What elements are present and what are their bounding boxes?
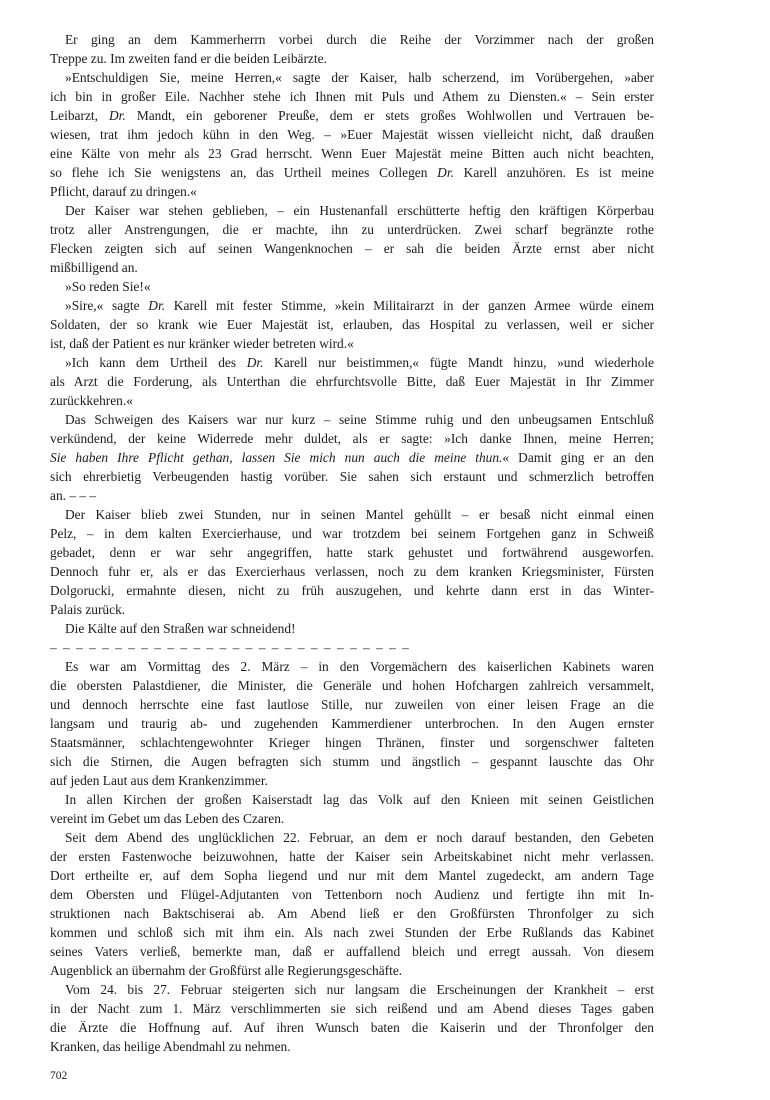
italic-text-run: Dr. [437, 165, 454, 180]
text-line [50, 372, 654, 391]
text-run: »Ich kann dem Urtheil des [65, 355, 247, 370]
text-line [50, 68, 654, 87]
italic-text-run: Sie haben Ihre Pflicht gethan, lassen Sie mich nun auch die meine thun. [50, 450, 503, 465]
text-line [50, 467, 654, 486]
italic-text-run: Dr. [246, 355, 264, 370]
text-line [50, 733, 654, 752]
text-line [50, 847, 654, 866]
text-line [50, 942, 654, 961]
text-run: Treppe zu. Im zweiten fand er die beiden Leibärzte. [50, 51, 327, 66]
text-run: verkündend, der keine Widerrede mehr duldet, als er sagte: »Ich danke Ihnen, meine Herren; [50, 431, 654, 446]
text-run: Er ging an dem Kammerherrn vorbei durch die Reihe der Vorzimmer nach der großen [65, 32, 654, 47]
text-line [50, 828, 654, 847]
text-line [50, 1037, 654, 1056]
text-run: Vom 24. bis 27. Februar steigerten sich nur langsam die Erscheinungen der Krankheit – erst [65, 982, 654, 997]
text-run: Pelz, – in dem kalten Exercierhause, und war trotzdem bei seinem Fortgehen ganz in Schweiß [50, 526, 654, 541]
text-run: gebadet, denn er war sehr angegriffen, hatte stark gehustet und fortwährend ausgeworfen. [50, 545, 654, 560]
text-line [50, 106, 654, 125]
text-line [50, 695, 654, 714]
text-line [50, 581, 654, 600]
dashed-separator: – – – – – – – – – – – – – – – – – – – – – – – – – – – – [50, 640, 411, 655]
text-line [50, 315, 654, 334]
page-number: 702 [50, 1070, 68, 1082]
text-line [50, 201, 654, 220]
text-run: sich ehrerbietig Verbeugenden hastig vorüber. Sie sahen sich erstaunt und schmerzlich betroffen [50, 469, 654, 484]
text-line [50, 562, 654, 581]
text-run: Der Kaiser blieb zwei Stunden, nur in seinen Mantel gehüllt – er besaß nicht einmal einen [65, 507, 654, 522]
text-line [50, 49, 654, 68]
text-run: so flehe ich Sie wenigstens an, das Urtheil meines Collegen [50, 165, 438, 180]
text-line [50, 125, 654, 144]
text-run: »So reden Sie!« [65, 279, 151, 294]
text-run: Kranken, das heilige Abendmahl zu nehmen. [50, 1039, 291, 1054]
paragraph [50, 68, 654, 201]
italic-text-run: Dr. [109, 108, 126, 123]
text-run: Seit dem Abend des unglücklichen 22. Februar, an dem er noch darauf bestanden, den Gebeten [65, 830, 654, 845]
text-run: « Damit ging er an den [502, 450, 654, 465]
text-line [50, 600, 654, 619]
text-run: Karell anzuhören. Es ist meine [453, 165, 654, 180]
text-line [50, 790, 654, 809]
paragraph [50, 30, 654, 68]
text-run: Pflicht, darauf zu dringen.« [50, 184, 197, 199]
text-block [50, 30, 654, 1056]
text-line [50, 543, 654, 562]
paragraph [50, 657, 654, 790]
text-line [50, 334, 654, 353]
text-run: Staatsmänner, schlachtengewohnter Krieger hingen Thränen, finster und sorgenschwer falteten [50, 735, 654, 750]
paragraph [50, 296, 654, 353]
italic-text-run: Dr. [148, 298, 166, 313]
text-line [50, 752, 654, 771]
text-line [50, 258, 654, 277]
text-line [50, 980, 654, 999]
text-line [50, 524, 654, 543]
text-run: mißbilligend an. [50, 260, 138, 275]
paragraph [50, 277, 654, 296]
text-run: Soldaten, der so krank wie Euer Majestät ist, erlauben, das Hospital zu verlassen, weil er sicher [50, 317, 654, 332]
text-line [50, 30, 654, 49]
text-run: Mandt, ein geborener Preuße, dem er stets großes Wohlwollen und Vertrauen be- [125, 108, 654, 123]
text-run: zurückkehren.« [50, 393, 133, 408]
text-run: Palais zurück. [50, 602, 126, 617]
text-line [50, 144, 654, 163]
text-line [50, 353, 654, 372]
text-run: ich bin in großer Eile. Nachher stehe ich Ihnen mit Puls und Athem zu Diensten.« – Sein erster [50, 89, 654, 104]
paragraph [50, 353, 654, 410]
text-run: kommen und schloß sich mit ihm ein. Als nach zwei Stunden der Erbe Rußlands das Kabinet [50, 925, 654, 940]
text-run: Es war am Vormittag des 2. März – in den Vorgemächern des kaiserlichen Kabinets waren [65, 659, 654, 674]
text-line [50, 239, 654, 258]
text-line [50, 961, 654, 980]
text-run: ist, daß der Patient es nur kränker wieder betreten wird.« [50, 336, 354, 351]
text-run: Augenblick an übernahm der Großfürst alle Regierungsgeschäfte. [50, 963, 403, 978]
text-run: Dennoch fuhr er, als er das Exercierhaus verlassen, noch zu dem kranken Kriegsminister, Fürsten [50, 564, 654, 579]
text-run: an. – – – [50, 488, 97, 503]
text-line [50, 505, 654, 524]
text-line [50, 714, 654, 733]
text-line [50, 619, 654, 638]
text-run: trotz aller Anstrengungen, die er machte, ihn zu unterdrücken. Zwei scharf begränzte rothe [50, 222, 654, 237]
text-line [50, 771, 654, 790]
text-run: auf jeden Laut aus dem Krankenzimmer. [50, 773, 268, 788]
text-run: eine Kälte von mehr als 23 Grad herrscht. Wenn Euer Majestät meine Bitten auch nicht beachten, [50, 146, 654, 161]
text-run: der ersten Fastenwoche beizuwohnen, hatte der Kaiser sein Arbeitskabinet nicht mehr verlassen. [50, 849, 654, 864]
text-line [50, 163, 654, 182]
text-run: als Arzt die Forderung, als Unterthan die ehrfurchtsvolle Bitte, daß Euer Majestät in Ihr Zimmer [50, 374, 654, 389]
text-line [50, 676, 654, 695]
text-run: wiesen, trat ihm jedoch kühn in den Weg. – »Euer Majestät wissen vielleicht nicht, daß draußen [50, 127, 654, 142]
text-run: langsam und traurig ab- und zugehenden Kammerdiener unterbrochen. In den Augen ernster [50, 716, 654, 731]
paragraph [50, 790, 654, 828]
text-run: Der Kaiser war stehen geblieben, – ein Hustenanfall erschütterte heftig den kräftigen Körperbau [65, 203, 654, 218]
text-line [50, 391, 654, 410]
paragraph [50, 828, 654, 980]
text-run: und dennoch herrschte eine fast lautlose Stille, nur zuweilen von einer leisen Frage an die [50, 697, 654, 712]
paragraph [50, 619, 654, 638]
text-run: struktionen nach Baktschiserai ab. Am Abend ließ er den Großfürsten Thronfolger zu sich [50, 906, 654, 921]
text-line [50, 448, 654, 467]
paragraph [50, 505, 654, 619]
text-run: »Sire,« sagte [65, 298, 149, 313]
text-line [50, 885, 654, 904]
text-run: Das Schweigen des Kaisers war nur kurz – seine Stimme ruhig und den unbeugsamen Entschluß [65, 412, 654, 427]
text-run: Die Kälte auf den Straßen war schneidend! [65, 621, 296, 636]
text-run: Dort ertheilte er, auf dem Sopha liegend und nur mit dem Mantel zugedeckt, am andern Tage [50, 868, 654, 883]
paragraph [50, 410, 654, 505]
text-line [50, 87, 654, 106]
text-run: sich die Stirnen, die Augen befragten sich stumm und ängstlich – gespannt lauschte das Ohr [50, 754, 654, 769]
text-line [50, 1018, 654, 1037]
text-line [50, 296, 654, 315]
text-run: Flecken zeigten sich auf seinen Wangenknochen – er sah die beiden Ärzte ernst aber nicht [50, 241, 654, 256]
text-run: in der Nacht zum 1. März verschlimmerten sie sich reißend und am Abend dieses Tages gaben [50, 1001, 654, 1016]
text-run: die Ärzte die Hoffnung auf. Auf ihren Wunsch baten die Kaiserin und der Thronfolger den [50, 1020, 654, 1035]
text-run: »Entschuldigen Sie, meine Herren,« sagte der Kaiser, halb scherzend, im Vorübergehen, »aber [65, 70, 654, 85]
text-line [50, 486, 654, 505]
text-line [50, 410, 654, 429]
text-line [50, 923, 654, 942]
text-line [50, 809, 654, 828]
text-run: Karell mit fester Stimme, »kein Militairarzt in der ganzen Armee würde einem [165, 298, 654, 313]
text-line [50, 220, 654, 239]
text-line [50, 182, 654, 201]
text-line [50, 429, 654, 448]
text-run: Leibarzt, [50, 108, 110, 123]
text-line [50, 904, 654, 923]
text-line [50, 277, 654, 296]
paragraph [50, 980, 654, 1056]
text-run: dem Obersten und Flügel-Adjutanten von Tettenborn noch Audienz und fertigte ihn mit In- [50, 887, 654, 902]
text-line [50, 657, 654, 676]
text-run: In allen Kirchen der großen Kaiserstadt lag das Volk auf den Knieen mit seinen Geistlichen [65, 792, 654, 807]
text-run: vereint im Gebet um das Leben des Czaren. [50, 811, 285, 826]
paragraph [50, 201, 654, 277]
text-line [50, 866, 654, 885]
text-run: Karell nur beistimmen,« fügte Mandt hinzu, »und wiederhole [263, 355, 654, 370]
text-run: Dolgorucki, ermahnte diesen, nicht zu früh auszugehen, und kehrte dann erst in das Winter- [50, 583, 654, 598]
text-line [50, 999, 654, 1018]
text-run: seines Vaters verließ, bemerkte man, daß er auffallend bleich und erregt aussah. Von diesem [50, 944, 654, 959]
text-run: die obersten Palastdiener, die Minister, die Generäle und hohen Hofchargen zahlreich versammelt, [50, 678, 654, 693]
